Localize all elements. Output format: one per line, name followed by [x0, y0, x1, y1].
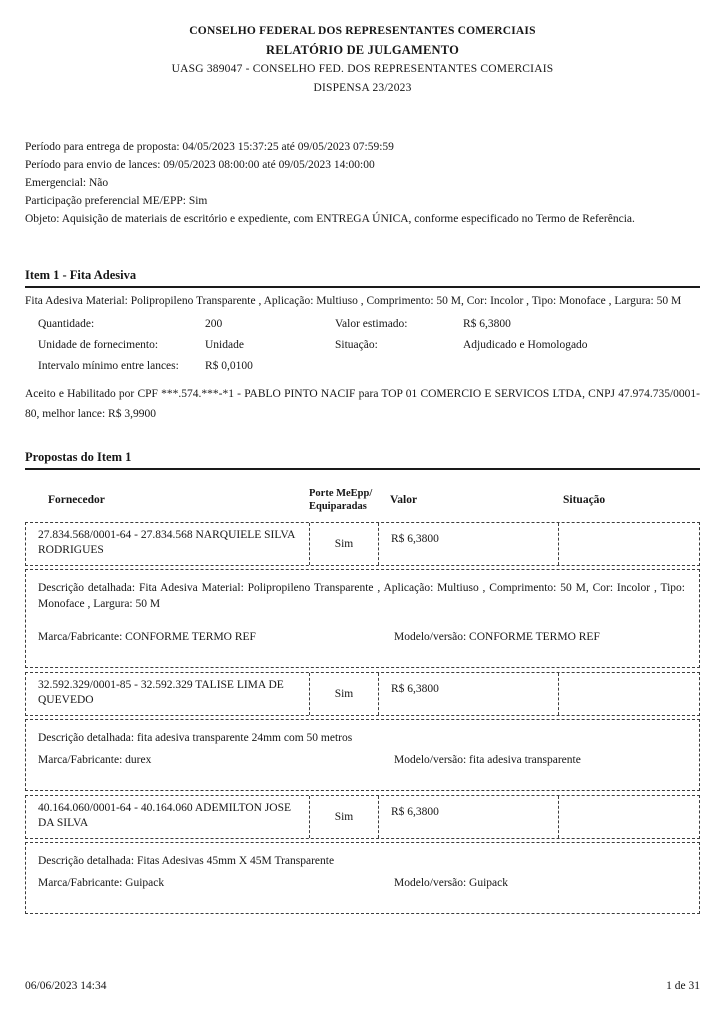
- supplier-valor-cell: R$ 6,3800: [391, 683, 439, 695]
- item-1-description: Fita Adesiva Material: Polipropileno Transparente , Aplicação: Multiuso , Comprimento: 50 M, Cor: Incolor , Tipo: Monoface , Largura: 50 M: [25, 295, 682, 307]
- supplier-porte-cell: Sim: [309, 523, 379, 565]
- supplier-name-cell: 40.164.060/0001-64 - 40.164.060 ADEMILTON JOSE DA SILVA: [38, 802, 292, 829]
- proposal-description-box: [25, 842, 700, 914]
- aceito-habilitado-paragraph: Aceito e Habilitado por CPF ***.574.***-*1 - PABLO PINTO NACIF para TOP 01 COMERCIO E SERVICOS LTDA, CNPJ 47.974.735/0001-80, melhor lance: R$ 3,9900: [25, 388, 700, 420]
- uasg-line: UASG 389047 - CONSELHO FED. DOS REPRESENTANTES COMERCIAIS: [171, 63, 554, 75]
- supplier-valor-cell: R$ 6,3800: [391, 806, 439, 818]
- proposal-description-box: [25, 719, 700, 791]
- item-1-heading: Item 1 - Fita Adesiva: [25, 268, 700, 288]
- report-title: RELATÓRIO DE JULGAMENTO: [265, 43, 460, 57]
- proposal-description-box: [25, 569, 700, 668]
- supplier-porte-cell: Sim: [309, 796, 379, 838]
- modelo-versao: Modelo/versão: fita adesiva transparente: [394, 754, 581, 766]
- item-1-fields: [25, 316, 700, 374]
- supplier-row: [25, 672, 700, 716]
- marca-fabricante: Marca/Fabricante: durex: [38, 754, 152, 766]
- quantidade-value: 200: [205, 318, 223, 330]
- column-header-situacao: Situação: [563, 493, 606, 506]
- quantidade-label: Quantidade:: [38, 318, 95, 330]
- footer-page-number: 1 de 31: [666, 980, 700, 992]
- intervalo-lances-label: Intervalo mínimo entre lances:: [38, 360, 179, 372]
- marca-fabricante: Marca/Fabricante: Guipack: [38, 877, 165, 889]
- modelo-versao: Modelo/versão: CONFORME TERMO REF: [394, 631, 600, 643]
- modelo-versao: Modelo/versão: Guipack: [394, 877, 509, 889]
- org-name: CONSELHO FEDERAL DOS REPRESENTANTES COMERCIAIS: [189, 25, 536, 37]
- footer-datetime: 06/06/2023 14:34: [25, 980, 107, 992]
- supplier-porte-cell: Sim: [309, 673, 379, 715]
- column-header-valor: Valor: [390, 493, 418, 506]
- supplier-situacao-cell: [558, 523, 699, 565]
- info-periodo-lances: Período para envio de lances: 09/05/2023 08:00:00 até 09/05/2023 14:00:00: [25, 159, 375, 171]
- info-participacao-me-epp: Participação preferencial ME/EPP: Sim: [25, 195, 208, 207]
- valor-estimado-value: R$ 6,3800: [463, 318, 511, 330]
- supplier-row: [25, 522, 700, 566]
- situacao-value: Adjudicado e Homologado: [463, 339, 588, 351]
- supplier-name-cell: 32.592.329/0001-85 - 32.592.329 TALISE LIMA DE QUEVEDO: [38, 679, 284, 706]
- marca-modelo-row: [38, 631, 685, 643]
- supplier-situacao-cell: [558, 796, 699, 838]
- proposals-table-header: [25, 485, 700, 515]
- proposal-row-3: [25, 795, 700, 914]
- proposal-row-1: [25, 522, 700, 668]
- page-footer: [25, 980, 700, 992]
- descricao-detalhada: Descrição detalhada: Fita Adesiva Material: Polipropileno Transparente , Aplicação: Multiuso , Comprimento: 50 M, Cor: Incolor , Tipo: Monoface , Largura: 50 M: [38, 582, 685, 610]
- descricao-detalhada: Descrição detalhada: fita adesiva transparente 24mm com 50 metros: [38, 732, 353, 744]
- marca-fabricante: Marca/Fabricante: CONFORME TERMO REF: [38, 631, 256, 643]
- document-header: [25, 22, 700, 98]
- situacao-label: Situação:: [335, 339, 378, 351]
- info-objeto: Objeto: Aquisição de materiais de escritório e expediente, com ENTREGA ÚNICA, conforme especificado no Termo de Referência.: [25, 213, 635, 225]
- info-emergencial: Emergencial: Não: [25, 177, 109, 189]
- unidade-fornecimento-value: Unidade: [205, 339, 244, 351]
- supplier-valor-cell: R$ 6,3800: [391, 533, 439, 545]
- descricao-detalhada: Descrição detalhada: Fitas Adesivas 45mm X 45M Transparente: [38, 855, 335, 867]
- marca-modelo-row: [38, 754, 685, 766]
- info-periodo-proposta: Período para entrega de proposta: 04/05/2023 15:37:25 até 09/05/2023 07:59:59: [25, 141, 394, 153]
- valor-estimado-label: Valor estimado:: [335, 318, 408, 330]
- supplier-row: [25, 795, 700, 839]
- supplier-name-cell: 27.834.568/0001-64 - 27.834.568 NARQUIELE SILVA RODRIGUES: [38, 529, 295, 556]
- unidade-fornecimento-label: Unidade de fornecimento:: [38, 339, 159, 351]
- propostas-heading: Propostas do Item 1: [25, 450, 700, 470]
- intervalo-lances-value: R$ 0,0100: [205, 360, 253, 372]
- proposal-row-2: [25, 672, 700, 791]
- supplier-situacao-cell: [558, 673, 699, 715]
- dispensa-line: DISPENSA 23/2023: [313, 82, 412, 94]
- general-info-block: [25, 138, 700, 228]
- column-header-porte: Porte MeEpp/ Equiparadas: [309, 488, 373, 512]
- marca-modelo-row: [38, 877, 685, 889]
- column-header-fornecedor: Fornecedor: [48, 493, 105, 506]
